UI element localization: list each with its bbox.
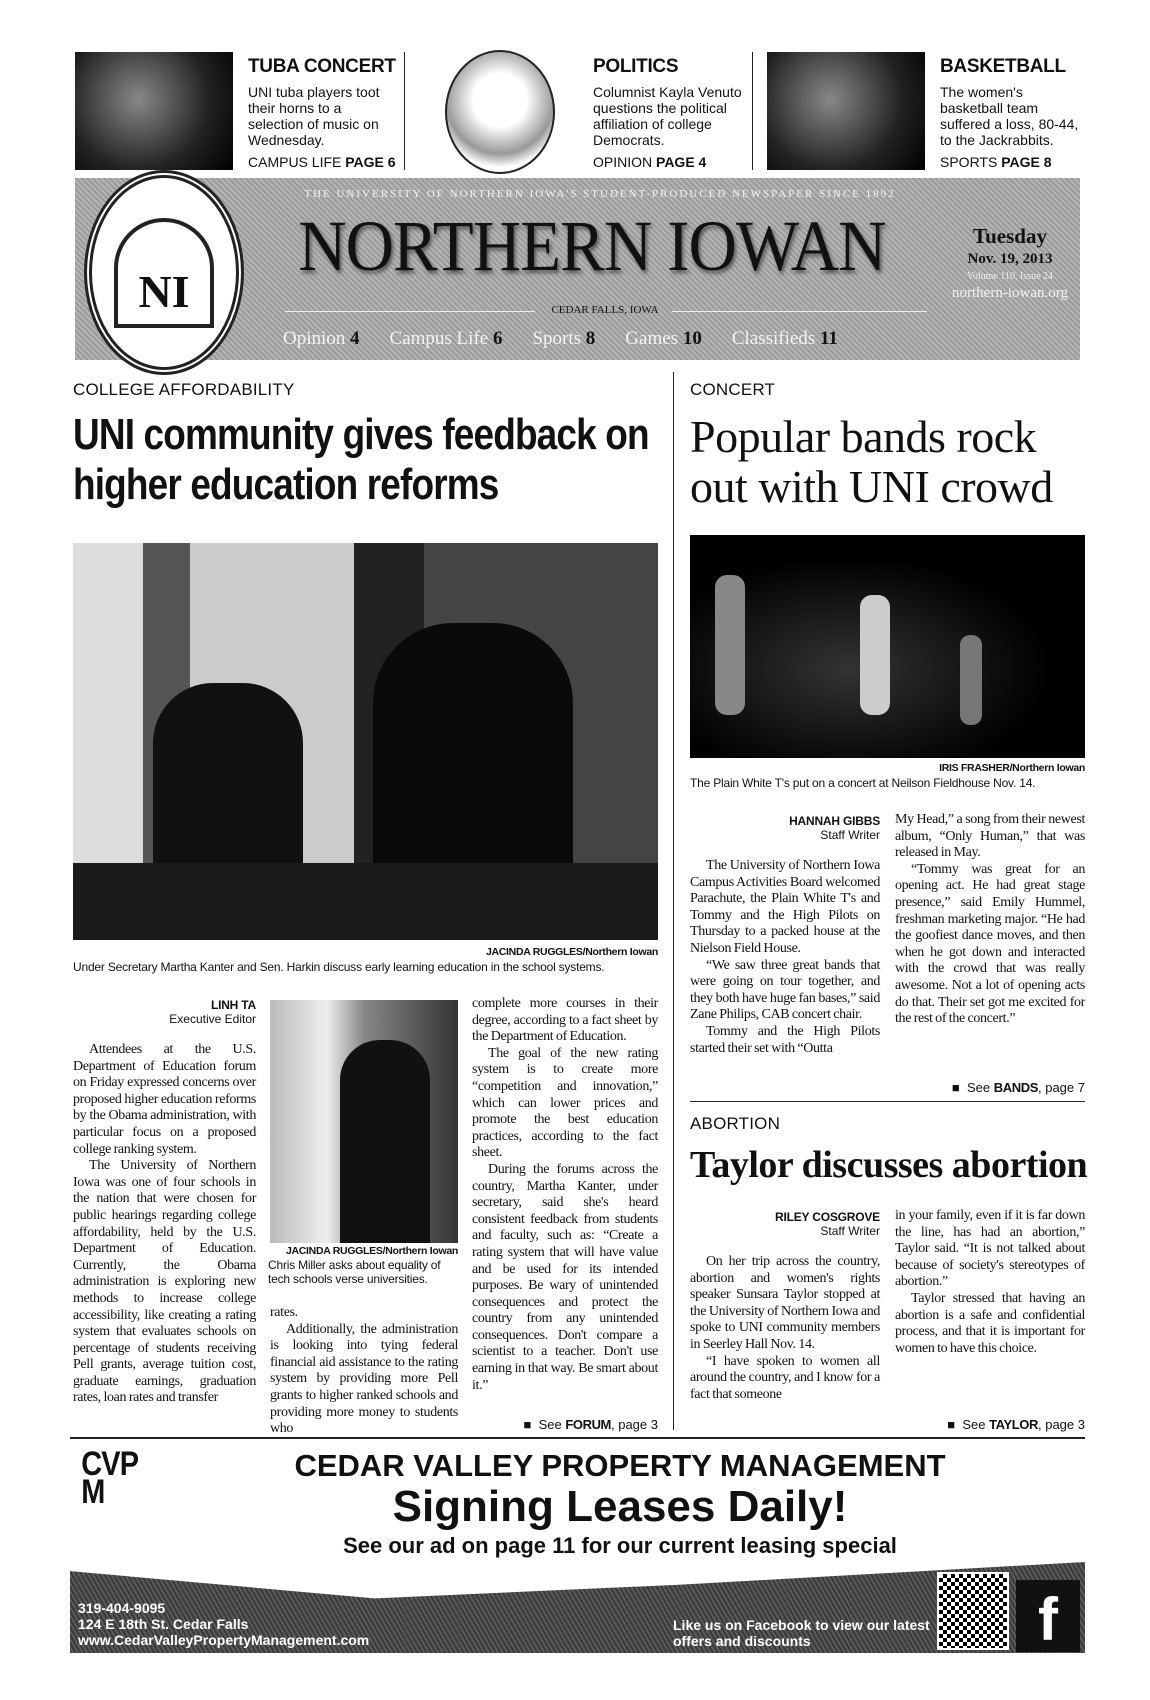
paragraph: The goal of the new rating system is to create more “competition and innovation,” which can lower prices and promote the best education practices, according to the fact sheet. (472, 1045, 658, 1161)
issue-volume: Volume 110, Issue 24 (966, 271, 1054, 282)
paragraph: During the forums across the country, Martha Kanter, under secretary, said she's heard consistent feedback from students and faculty, such as: “Create a rating system that will have value and be used for its intended purposes. Be wary of unintended consequences and protect the country from any unintended consequences. Don't compare a scientist to a teacher. Don't use earning in that way. Be smart about it.” (472, 1161, 658, 1393)
ad-contact (78, 1600, 369, 1648)
teaser-page-number: PAGE 4 (656, 154, 707, 170)
ad-headline: Signing Leases Daily! (392, 1482, 848, 1531)
index-campus-life[interactable]: Campus Life 6 (389, 328, 503, 349)
lead-column-1 (73, 998, 256, 1407)
paragraph: My Head,” a song from their newest album, “Only Human,” that was released in May. (895, 812, 1085, 861)
lead-photo-caption: Under Secretary Martha Kanter and Sen. Harkin discuss early learning education in the school systems. (73, 960, 605, 974)
paragraph: rates. (270, 1305, 298, 1320)
masthead-title: NORTHERN IOWAN (298, 206, 886, 286)
divider (70, 1437, 1085, 1439)
byline-role: Staff Writer (820, 828, 880, 842)
inset-photo-caption: Chris Miller asks about equality of tech schools verse universities. (268, 1258, 441, 1286)
ad-sub: See our ad on page 11 for our current leasing special (343, 1533, 897, 1558)
paragraph: complete more courses in their degree, according to a fact sheet by the Department of Education. (472, 996, 658, 1045)
paragraph: Additionally, the administration is looking into tying federal financial aid assistance to the rating system by providing more Pell grants to higher ranked schools and providing more money to students who (270, 1321, 458, 1437)
facebook-icon[interactable]: f (1016, 1580, 1080, 1652)
byline-author: HANNAH GIBBS (789, 814, 880, 828)
abortion-column-1 (690, 1210, 880, 1403)
column-divider (673, 372, 674, 1430)
teaser-page-number: PAGE 6 (345, 154, 396, 170)
site-url[interactable]: northern-iowan.org (952, 285, 1068, 301)
index-games[interactable]: Games 10 (625, 328, 702, 349)
byline-author: RILEY COSGROVE (774, 1210, 880, 1224)
index-classifieds[interactable]: Classifieds 11 (731, 328, 838, 349)
teaser-body: UNI tuba players toot their horns to a selection of music on Wednesday. (248, 84, 380, 148)
ad-website[interactable]: www.CedarValleyPropertyManagement.com (78, 1632, 370, 1648)
teaser-page-number: PAGE 8 (1001, 154, 1052, 170)
cvpm-logo: CVPM (81, 1445, 139, 1511)
logo-ni: NI (114, 218, 214, 328)
paragraph: The University of Northern Iowa Campus Activities Board welcomed Parachute, the Plain White T's and Tommy and the High Pilots on Thursday to a packed house at the Nielson Field House. (690, 858, 880, 956)
concert-column-1 (690, 814, 880, 1057)
paragraph: “We saw three great bands that were going on tour together, and they both have huge fan bases,” said Zane Philips, CAB concert chair. (690, 957, 880, 1023)
paragraph: Taylor stressed that having an abortion is a safe and confidential process, and that it is important for women to have this choice. (895, 1290, 1085, 1356)
divider (752, 52, 753, 170)
concert-photo-caption: The Plain White T's put on a concert at Neilson Fieldhouse Nov. 14. (690, 776, 1036, 790)
inset-photo[interactable] (270, 1000, 458, 1243)
masthead-location: CEDAR FALLS, IOWA (551, 304, 659, 316)
paragraph: “Tommy was great for an opening act. He had great stage presence,” said Emily Hummel, freshman marketing major. “He had the goofiest dance moves, and then when he got down and interacted with the crowd that was really awesome. Not a lot of opening acts do that. Their set got me excited for the rest of the concert.” (895, 861, 1085, 1027)
abortion-column-2 (895, 1208, 1085, 1357)
teaser-title: TUBA CONCERT (248, 56, 396, 77)
masthead-tagline: THE UNIVERSITY OF NORTHERN IOWA'S STUDENT-PRODUCED NEWSPAPER SINCE 1892 (304, 188, 896, 200)
teaser-page[interactable] (593, 154, 706, 170)
inset-photo-credit: JACINDA RUGGLES/Northern Iowan (285, 1245, 458, 1257)
lead-column-2 (270, 1305, 458, 1438)
teaser-tuba[interactable] (248, 56, 398, 170)
lead-column-3 (472, 996, 658, 1394)
paragraph: Tommy and the High Pilots started their set with “Outta (690, 1023, 880, 1056)
concert-column-2 (895, 812, 1085, 1028)
jump-forum[interactable]: ■ See FORUM, page 3 (523, 1417, 658, 1432)
paragraph: On her trip across the country, abortion and women's rights speaker Sunsara Taylor stopped at the University of Northern Iowa and spoke to UNI community members in Seerley Hall Nov. 14. (690, 1254, 880, 1352)
teaser-basketball[interactable] (940, 56, 1085, 170)
abortion-headline[interactable]: Taylor discusses abortion (690, 1144, 1088, 1186)
issue-day: Tuesday (973, 224, 1047, 248)
paragraph: “I have spoken to women all around the country, and I know for a fact that someone (690, 1353, 880, 1402)
lead-photo-credit: JACINDA RUGGLES/Northern Iowan (485, 946, 658, 958)
abortion-kicker: ABORTION (690, 1114, 781, 1133)
concert-photo-credit: IRIS FRASHER/Northern Iowan (939, 762, 1085, 774)
teaser-title: BASKETBALL (940, 56, 1066, 77)
teaser-body: The women's basketball team suffered a loss, 80-44, to the Jackrabbits. (940, 84, 1079, 148)
index-sports[interactable]: Sports 8 (532, 328, 596, 349)
byline-role: Executive Editor (169, 1012, 256, 1026)
divider (404, 52, 405, 170)
index-opinion[interactable]: Opinion 4 (283, 328, 360, 349)
lead-headline[interactable]: UNI community gives feedback on higher education reforms (73, 410, 649, 509)
qr-code-icon[interactable] (937, 1572, 1009, 1650)
paragraph: in your family, even if it is far down the line, has had an abortion,” Taylor said. “It is not talked about because of society's stereotypes of abortion.” (895, 1208, 1085, 1290)
ad-facebook-text: Like us on Facebook to view our latest offers and discounts (673, 1617, 930, 1649)
ad-phone[interactable]: 319-404-9095 (78, 1600, 166, 1616)
jump-taylor[interactable]: ■ See TAYLOR, page 3 (947, 1417, 1085, 1432)
ad-address: 124 E 18th St. Cedar Falls (78, 1616, 249, 1632)
concert-photo[interactable] (690, 535, 1085, 758)
teaser-section: CAMPUS LIFE (248, 154, 342, 170)
concert-kicker: CONCERT (690, 380, 776, 399)
cvpm-ad[interactable] (70, 1440, 1085, 1665)
lead-kicker: COLLEGE AFFORDABILITY (73, 380, 295, 399)
teaser-section: OPINION (593, 154, 653, 170)
teaser-body: Columnist Kayla Venuto questions the political affiliation of college Democrats. (593, 84, 742, 148)
teaser-page[interactable] (940, 154, 1052, 170)
teaser-politics[interactable] (593, 56, 743, 170)
issue-info (945, 224, 1075, 302)
teaser-section: SPORTS (940, 154, 998, 170)
paragraph: Attendees at the U.S. Department of Education forum on Friday expressed concerns over proposed higher education reforms by the Obama administration, with particular focus on a proposed college ranking system. (73, 1042, 256, 1157)
logo-seal[interactable] (84, 170, 244, 375)
politics-cartoon[interactable] (445, 50, 555, 174)
lead-photo[interactable] (73, 543, 658, 940)
divider (690, 1101, 1085, 1102)
jump-bands[interactable]: ■ See BANDS, page 7 (951, 1080, 1085, 1095)
divider (672, 311, 927, 312)
teaser-title: POLITICS (593, 56, 679, 77)
section-index (283, 328, 838, 350)
divider (285, 311, 535, 312)
basketball-photo[interactable] (767, 52, 925, 170)
byline-author: LINH TA (210, 998, 256, 1012)
paragraph: The University of Northern Iowa was one of four schools in the nation that were chosen for public hearings regarding college affordability, held by the U.S. Department of Education. Currently, the Obama administration is exploring new methods to increase college accessibility, like creating a rating system that evaluates schools on percentage of students receiving Pell grants, average tuition cost, graduate earnings, graduation rates, loan rates and transfer (73, 1158, 256, 1406)
teaser-page[interactable] (248, 154, 396, 170)
tuba-concert-photo[interactable] (75, 52, 233, 170)
concert-headline[interactable]: Popular bands rock out with UNI crowd (690, 411, 1053, 512)
byline-role: Staff Writer (820, 1224, 880, 1238)
ad-company: CEDAR VALLEY PROPERTY MANAGEMENT (294, 1448, 946, 1483)
issue-date: Nov. 19, 2013 (967, 251, 1053, 267)
